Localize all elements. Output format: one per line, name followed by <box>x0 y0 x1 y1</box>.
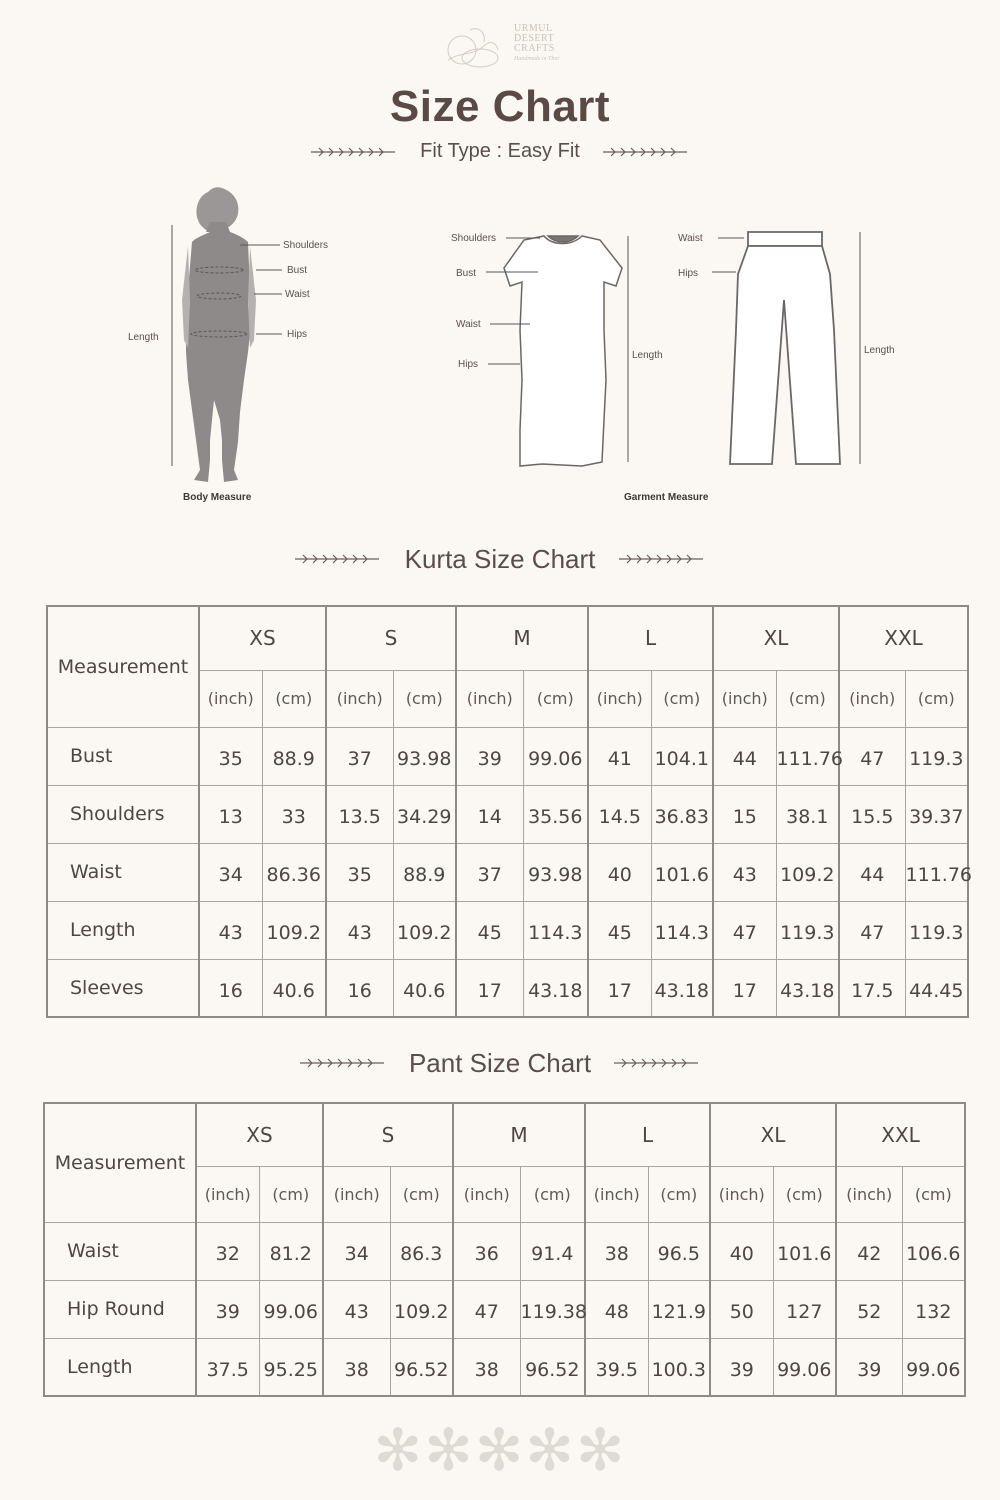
value-cm: 40.6 <box>262 959 326 1017</box>
pant-heading <box>0 1046 1000 1079</box>
table-row <box>44 1338 965 1396</box>
value-cm: 100.3 <box>648 1338 710 1396</box>
pant-figure <box>730 232 840 464</box>
pant-label-length: Length <box>864 345 895 356</box>
value-cm: 34.29 <box>393 785 456 843</box>
row-label: Waist <box>44 1222 196 1280</box>
value-inch: 16 <box>199 959 262 1017</box>
size-l-header: L <box>588 606 713 670</box>
value-cm: 43.18 <box>776 959 839 1017</box>
value-cm: 114.3 <box>651 901 713 959</box>
unit-cm-header: (cm) <box>773 1166 836 1222</box>
unit-inch-header: (inch) <box>323 1166 390 1222</box>
value-inch: 13 <box>199 785 262 843</box>
value-inch: 17.5 <box>839 959 905 1017</box>
body-measure-caption: Body Measure <box>183 492 252 503</box>
unit-cm-header: (cm) <box>651 670 713 727</box>
value-inch: 39 <box>456 727 523 785</box>
value-inch: 41 <box>588 727 651 785</box>
pant-size-table <box>43 1102 966 1397</box>
value-inch: 38 <box>453 1338 520 1396</box>
value-cm: 104.1 <box>651 727 713 785</box>
value-inch: 37 <box>326 727 393 785</box>
kurta-label-waist: Waist <box>456 319 481 330</box>
value-cm: 119.38 <box>520 1280 585 1338</box>
value-inch: 38 <box>585 1222 648 1280</box>
value-cm: 81.2 <box>259 1222 323 1280</box>
unit-inch-header: (inch) <box>713 670 776 727</box>
value-inch: 43 <box>199 901 262 959</box>
kurta-figure <box>504 236 622 466</box>
size-s-header: S <box>326 606 456 670</box>
value-cm: 86.36 <box>262 843 326 901</box>
value-cm: 96.52 <box>520 1338 585 1396</box>
value-cm: 36.83 <box>651 785 713 843</box>
body-label-bust: Bust <box>287 265 308 276</box>
value-cm: 33 <box>262 785 326 843</box>
value-inch: 39 <box>196 1280 259 1338</box>
kurta-size-table <box>46 605 973 1018</box>
pant-size-header-row <box>44 1103 965 1166</box>
kurta-label-bust: Bust <box>456 268 477 279</box>
value-cm: 119.3 <box>776 901 839 959</box>
size-s-header: S <box>323 1103 453 1166</box>
arrow-ornament-icon <box>298 1056 388 1070</box>
arrow-ornament-icon <box>617 552 707 566</box>
value-inch: 35 <box>326 843 393 901</box>
size-l-header: L <box>585 1103 710 1166</box>
value-cm: 119.3 <box>905 901 968 959</box>
body-label-length: Length <box>128 332 159 343</box>
value-inch: 17 <box>713 959 776 1017</box>
value-inch: 48 <box>585 1280 648 1338</box>
measurement-header: Measurement <box>47 606 199 727</box>
size-xl-header: XL <box>713 606 839 670</box>
unit-cm-header: (cm) <box>520 1166 585 1222</box>
arrow-ornament-icon <box>601 145 691 159</box>
value-inch: 36 <box>453 1222 520 1280</box>
table-row <box>44 1222 965 1280</box>
table-row <box>47 785 968 843</box>
value-inch: 43 <box>326 901 393 959</box>
table-row <box>47 959 968 1017</box>
value-inch: 15 <box>713 785 776 843</box>
measurement-diagrams <box>0 170 1000 520</box>
value-cm: 43.18 <box>651 959 713 1017</box>
arrow-ornament-icon <box>309 145 399 159</box>
value-cm: 114.3 <box>523 901 588 959</box>
value-inch: 14 <box>456 785 523 843</box>
table-row <box>47 843 968 901</box>
value-inch: 47 <box>839 901 905 959</box>
unit-inch-header: (inch) <box>588 670 651 727</box>
pant-label-waist: Waist <box>678 233 703 244</box>
value-cm: 109.2 <box>776 843 839 901</box>
measurement-header: Measurement <box>44 1103 196 1222</box>
kurta-size-header-row <box>47 606 968 670</box>
value-cm: 99.06 <box>773 1338 836 1396</box>
unit-cm-header: (cm) <box>648 1166 710 1222</box>
value-cm: 96.52 <box>390 1338 453 1396</box>
brand-name: URMUL DESERT CRAFTS Handmade in Thar <box>514 23 560 62</box>
value-inch: 39 <box>710 1338 773 1396</box>
value-cm: 101.6 <box>651 843 713 901</box>
page-title: Size Chart <box>389 82 611 131</box>
unit-inch-header: (inch) <box>836 1166 902 1222</box>
value-cm: 111.76 <box>905 843 968 901</box>
value-inch: 47 <box>839 727 905 785</box>
value-cm: 44.45 <box>905 959 968 1017</box>
value-cm: 99.06 <box>523 727 588 785</box>
body-label-shoulders: Shoulders <box>283 240 329 251</box>
table-row <box>47 727 968 785</box>
value-cm: 111.76 <box>776 727 839 785</box>
pant-label-hips: Hips <box>678 268 699 279</box>
value-inch: 52 <box>836 1280 902 1338</box>
unit-cm-header: (cm) <box>776 670 839 727</box>
value-inch: 17 <box>456 959 523 1017</box>
fit-type: Fit Type : Easy Fit <box>420 140 580 163</box>
table-row <box>44 1280 965 1338</box>
value-inch: 50 <box>710 1280 773 1338</box>
value-inch: 14.5 <box>588 785 651 843</box>
value-inch: 38 <box>323 1338 390 1396</box>
value-inch: 39 <box>836 1338 902 1396</box>
value-cm: 91.4 <box>520 1222 585 1280</box>
row-label: Sleeves <box>47 959 199 1017</box>
garment-measure-caption: Garment Measure <box>624 492 709 503</box>
kurta-heading <box>0 542 1000 575</box>
unit-cm-header: (cm) <box>393 670 456 727</box>
unit-cm-header: (cm) <box>902 1166 965 1222</box>
value-inch: 34 <box>323 1222 390 1280</box>
value-inch: 43 <box>323 1280 390 1338</box>
value-cm: 35.56 <box>523 785 588 843</box>
unit-cm-header: (cm) <box>259 1166 323 1222</box>
unit-cm-header: (cm) <box>523 670 588 727</box>
unit-cm-header: (cm) <box>390 1166 453 1222</box>
value-inch: 45 <box>588 901 651 959</box>
decorative-stars-icon: ✻✻✻✻✻ <box>373 1418 627 1483</box>
unit-inch-header: (inch) <box>839 670 905 727</box>
unit-inch-header: (inch) <box>710 1166 773 1222</box>
body-figure <box>182 187 256 482</box>
row-label: Length <box>47 901 199 959</box>
value-cm: 93.98 <box>393 727 456 785</box>
value-cm: 93.98 <box>523 843 588 901</box>
value-cm: 101.6 <box>773 1222 836 1280</box>
row-label: Length <box>44 1338 196 1396</box>
kurta-label-shoulders: Shoulders <box>451 233 497 244</box>
value-cm: 86.3 <box>390 1222 453 1280</box>
kurta-label-length: Length <box>632 350 663 361</box>
value-inch: 44 <box>713 727 776 785</box>
value-inch: 45 <box>456 901 523 959</box>
unit-inch-header: (inch) <box>326 670 393 727</box>
value-cm: 88.9 <box>393 843 456 901</box>
size-xxl-header: XXL <box>836 1103 965 1166</box>
value-cm: 39.37 <box>905 785 968 843</box>
value-inch: 37 <box>456 843 523 901</box>
value-cm: 38.1 <box>776 785 839 843</box>
size-xl-header: XL <box>710 1103 836 1166</box>
value-inch: 16 <box>326 959 393 1017</box>
value-cm: 109.2 <box>262 901 326 959</box>
table-row <box>47 901 968 959</box>
value-inch: 35 <box>199 727 262 785</box>
unit-inch-header: (inch) <box>453 1166 520 1222</box>
value-inch: 43 <box>713 843 776 901</box>
value-inch: 13.5 <box>326 785 393 843</box>
body-label-hips: Hips <box>287 329 308 340</box>
value-cm: 109.2 <box>393 901 456 959</box>
arrow-ornament-icon <box>293 552 383 566</box>
unit-inch-header: (inch) <box>196 1166 259 1222</box>
arrow-ornament-icon <box>612 1056 702 1070</box>
value-inch: 40 <box>710 1222 773 1280</box>
row-label: Hip Round <box>44 1280 196 1338</box>
unit-inch-header: (inch) <box>456 670 523 727</box>
value-cm: 40.6 <box>393 959 456 1017</box>
value-cm: 95.25 <box>259 1338 323 1396</box>
value-cm: 43.18 <box>523 959 588 1017</box>
value-cm: 127 <box>773 1280 836 1338</box>
value-cm: 96.5 <box>648 1222 710 1280</box>
row-label: Bust <box>47 727 199 785</box>
kurta-label-hips: Hips <box>458 359 479 370</box>
value-cm: 132 <box>902 1280 965 1338</box>
value-inch: 37.5 <box>196 1338 259 1396</box>
value-cm: 106.6 <box>902 1222 965 1280</box>
value-cm: 99.06 <box>259 1280 323 1338</box>
row-label: Waist <box>47 843 199 901</box>
value-cm: 121.9 <box>648 1280 710 1338</box>
fit-type-heading <box>0 140 1000 163</box>
unit-inch-header: (inch) <box>199 670 262 727</box>
size-xxl-header: XXL <box>839 606 968 670</box>
pant-heading-text: Pant Size Chart <box>408 1047 592 1078</box>
unit-cm-header: (cm) <box>905 670 968 727</box>
unit-inch-header: (inch) <box>585 1166 648 1222</box>
value-inch: 39.5 <box>585 1338 648 1396</box>
row-label: Shoulders <box>47 785 199 843</box>
value-inch: 17 <box>588 959 651 1017</box>
pant-table-body <box>44 1222 965 1396</box>
value-cm: 88.9 <box>262 727 326 785</box>
kurta-table-body <box>47 727 973 1017</box>
size-m-header: M <box>456 606 588 670</box>
value-inch: 42 <box>836 1222 902 1280</box>
value-inch: 32 <box>196 1222 259 1280</box>
body-label-waist: Waist <box>285 289 310 300</box>
value-inch: 34 <box>199 843 262 901</box>
value-cm: 119.3 <box>905 727 968 785</box>
value-cm: 109.2 <box>390 1280 453 1338</box>
size-xs-header: XS <box>199 606 326 670</box>
size-m-header: M <box>453 1103 585 1166</box>
unit-cm-header: (cm) <box>262 670 326 727</box>
value-inch: 47 <box>713 901 776 959</box>
value-inch: 47 <box>453 1280 520 1338</box>
value-inch: 15.5 <box>839 785 905 843</box>
value-inch: 44 <box>839 843 905 901</box>
value-cm: 99.06 <box>902 1338 965 1396</box>
size-xs-header: XS <box>196 1103 323 1166</box>
value-inch: 40 <box>588 843 651 901</box>
kurta-heading-text: Kurta Size Chart <box>404 543 596 574</box>
